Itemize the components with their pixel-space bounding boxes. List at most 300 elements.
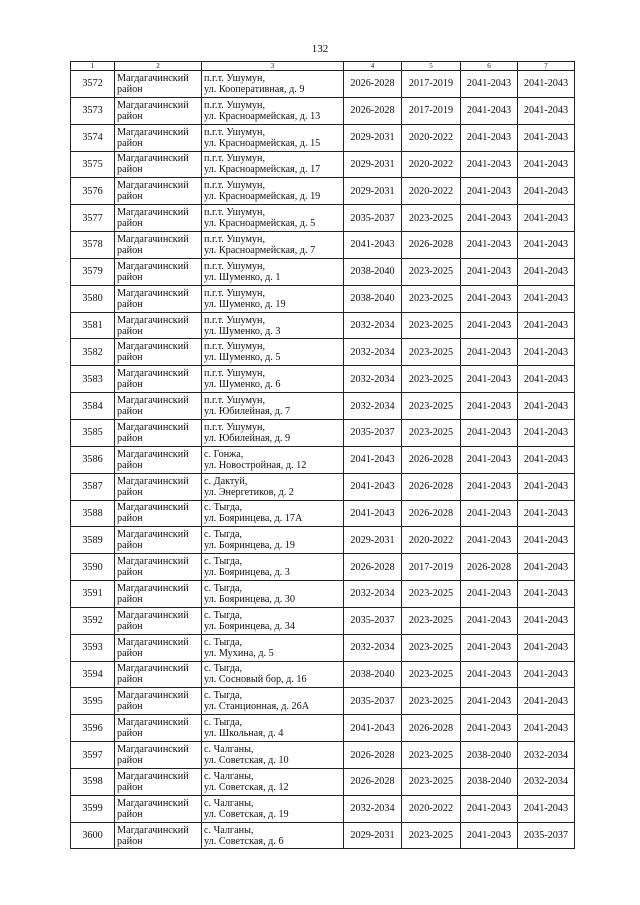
district-line: Магдагачинский — [117, 475, 189, 487]
period-col5: 2023-2025 — [402, 419, 461, 446]
address-locality: с. Тыгда, — [204, 556, 243, 568]
period-col7: 2041-2043 — [518, 688, 575, 715]
row-number: 3598 — [71, 768, 115, 795]
address-cell — [202, 822, 344, 849]
district-line: Магдагачинский — [117, 368, 189, 380]
period-col6: 2041-2043 — [461, 607, 518, 634]
address-locality: п.г.т. Ушумун, — [204, 233, 266, 245]
address-street: ул. Красноармейская, д. 5 — [204, 218, 316, 230]
district-line: Магдагачинский — [117, 824, 189, 836]
period-col6: 2041-2043 — [461, 419, 518, 446]
column-number: 2 — [115, 62, 202, 71]
row-number: 3572 — [71, 71, 115, 98]
table-row — [71, 527, 575, 554]
address-locality: п.г.т. Ушумун, — [204, 341, 266, 353]
period-col6: 2041-2043 — [461, 634, 518, 661]
district-line: район — [117, 486, 143, 498]
row-number: 3577 — [71, 205, 115, 232]
address-locality: с. Тыгда, — [204, 636, 243, 648]
address-street: ул. Шуменко, д. 3 — [204, 325, 281, 337]
period-col7: 2041-2043 — [518, 232, 575, 259]
period-col5: 2023-2025 — [402, 607, 461, 634]
period-col7: 2041-2043 — [518, 71, 575, 98]
district-line: Магдагачинский — [117, 341, 189, 353]
period-col5: 2023-2025 — [402, 581, 461, 608]
column-number: 3 — [202, 62, 344, 71]
period-col5: 2023-2025 — [402, 661, 461, 688]
district-line: Магдагачинский — [117, 636, 189, 648]
row-number: 3596 — [71, 715, 115, 742]
address-cell — [202, 393, 344, 420]
address-street: ул. Красноармейская, д. 17 — [204, 164, 321, 176]
row-number: 3573 — [71, 97, 115, 124]
district-line: Магдагачинский — [117, 744, 189, 756]
district-line: район — [117, 567, 143, 579]
table-row — [71, 285, 575, 312]
period-col4: 2035-2037 — [344, 205, 402, 232]
period-col6: 2026-2028 — [461, 554, 518, 581]
period-col7: 2041-2043 — [518, 715, 575, 742]
district-cell — [115, 419, 202, 446]
district-line: Магдагачинский — [117, 72, 189, 84]
period-col7: 2041-2043 — [518, 473, 575, 500]
period-col6: 2041-2043 — [461, 205, 518, 232]
period-col4: 2032-2034 — [344, 339, 402, 366]
period-col5: 2023-2025 — [402, 205, 461, 232]
district-line: район — [117, 218, 143, 230]
address-cell — [202, 232, 344, 259]
district-cell — [115, 473, 202, 500]
district-line: Магдагачинский — [117, 260, 189, 272]
table-row — [71, 500, 575, 527]
period-col7: 2041-2043 — [518, 312, 575, 339]
district-line: Магдагачинский — [117, 99, 189, 111]
address-street: ул. Советская, д. 6 — [204, 835, 284, 847]
period-col5: 2023-2025 — [402, 393, 461, 420]
row-number: 3599 — [71, 795, 115, 822]
district-line: Магдагачинский — [117, 207, 189, 219]
district-line: Магдагачинский — [117, 314, 189, 326]
period-col4: 2026-2028 — [344, 71, 402, 98]
address-street: ул. Юбилейная, д. 7 — [204, 406, 291, 418]
row-number: 3589 — [71, 527, 115, 554]
district-line: район — [117, 432, 143, 444]
table-row — [71, 312, 575, 339]
district-cell — [115, 742, 202, 769]
period-col4: 2032-2034 — [344, 366, 402, 393]
district-line: Магдагачинский — [117, 233, 189, 245]
district-cell — [115, 71, 202, 98]
district-line: Магдагачинский — [117, 287, 189, 299]
district-line: район — [117, 164, 143, 176]
page-number: 132 — [311, 43, 329, 55]
period-col5: 2017-2019 — [402, 71, 461, 98]
period-col5: 2023-2025 — [402, 822, 461, 849]
period-col6: 2041-2043 — [461, 473, 518, 500]
period-col7: 2035-2037 — [518, 822, 575, 849]
table-row — [71, 151, 575, 178]
address-street: ул. Кооперативная, д. 9 — [204, 83, 305, 95]
housing-register-table — [70, 61, 575, 849]
period-col6: 2041-2043 — [461, 258, 518, 285]
period-col4: 2038-2040 — [344, 661, 402, 688]
address-street: ул. Мухина, д. 5 — [204, 647, 274, 659]
period-col7: 2041-2043 — [518, 607, 575, 634]
district-line: район — [117, 593, 143, 605]
period-col5: 2023-2025 — [402, 258, 461, 285]
table-row — [71, 661, 575, 688]
period-col7: 2041-2043 — [518, 258, 575, 285]
district-line: Магдагачинский — [117, 502, 189, 514]
address-cell — [202, 205, 344, 232]
address-cell — [202, 312, 344, 339]
address-locality: п.г.т. Ушумун, — [204, 99, 266, 111]
period-col6: 2041-2043 — [461, 285, 518, 312]
table-row — [71, 634, 575, 661]
district-cell — [115, 527, 202, 554]
district-line: район — [117, 83, 143, 95]
address-locality: с. Чалганы, — [204, 797, 254, 809]
district-line: район — [117, 540, 143, 552]
address-cell — [202, 151, 344, 178]
period-col7: 2041-2043 — [518, 285, 575, 312]
period-col6: 2041-2043 — [461, 393, 518, 420]
district-line: Магдагачинский — [117, 717, 189, 729]
table-row — [71, 795, 575, 822]
district-line: район — [117, 728, 143, 740]
period-col6: 2041-2043 — [461, 715, 518, 742]
period-col7: 2041-2043 — [518, 446, 575, 473]
period-col7: 2041-2043 — [518, 124, 575, 151]
period-col5: 2023-2025 — [402, 312, 461, 339]
row-number: 3575 — [71, 151, 115, 178]
address-locality: с. Гонжа, — [204, 448, 244, 460]
address-cell — [202, 634, 344, 661]
district-line: район — [117, 808, 143, 820]
district-cell — [115, 124, 202, 151]
address-street: ул. Бояринцева, д. 19 — [204, 540, 295, 552]
address-locality: п.г.т. Ушумун, — [204, 72, 266, 84]
period-col5: 2023-2025 — [402, 366, 461, 393]
address-street: ул. Энергетиков, д. 2 — [204, 486, 294, 498]
row-number: 3600 — [71, 822, 115, 849]
period-col4: 2035-2037 — [344, 688, 402, 715]
district-line: Магдагачинский — [117, 180, 189, 192]
period-col7: 2041-2043 — [518, 527, 575, 554]
period-col4: 2041-2043 — [344, 473, 402, 500]
period-col5: 2026-2028 — [402, 473, 461, 500]
address-locality: с. Тыгда, — [204, 582, 243, 594]
address-locality: п.г.т. Ушумун, — [204, 180, 266, 192]
period-col5: 2020-2022 — [402, 124, 461, 151]
district-cell — [115, 312, 202, 339]
table-row — [71, 366, 575, 393]
address-street: ул. Шуменко, д. 6 — [204, 379, 281, 391]
period-col7: 2041-2043 — [518, 795, 575, 822]
period-col6: 2041-2043 — [461, 71, 518, 98]
table-row — [71, 607, 575, 634]
period-col4: 2026-2028 — [344, 768, 402, 795]
row-number: 3579 — [71, 258, 115, 285]
address-cell — [202, 473, 344, 500]
district-cell — [115, 500, 202, 527]
address-street: ул. Шуменко, д. 19 — [204, 298, 286, 310]
district-cell — [115, 768, 202, 795]
row-number: 3586 — [71, 446, 115, 473]
district-line: район — [117, 513, 143, 525]
table-row — [71, 97, 575, 124]
address-street: ул. Советская, д. 19 — [204, 808, 289, 820]
period-col7: 2041-2043 — [518, 500, 575, 527]
period-col4: 2041-2043 — [344, 232, 402, 259]
address-street: ул. Юбилейная, д. 9 — [204, 432, 291, 444]
table-row — [71, 822, 575, 849]
district-line: район — [117, 191, 143, 203]
table-row — [71, 71, 575, 98]
period-col7: 2041-2043 — [518, 366, 575, 393]
district-line: район — [117, 701, 143, 713]
district-line: район — [117, 325, 143, 337]
period-col6: 2041-2043 — [461, 124, 518, 151]
table-row — [71, 393, 575, 420]
district-cell — [115, 393, 202, 420]
address-street: ул. Сосновый бор, д. 16 — [204, 674, 307, 686]
district-line: район — [117, 620, 143, 632]
table-row — [71, 258, 575, 285]
address-cell — [202, 446, 344, 473]
district-line: район — [117, 781, 143, 793]
district-line: Магдагачинский — [117, 582, 189, 594]
table-row — [71, 581, 575, 608]
table-row — [71, 446, 575, 473]
period-col7: 2041-2043 — [518, 661, 575, 688]
period-col7: 2041-2043 — [518, 393, 575, 420]
address-locality: с. Чалганы, — [204, 744, 254, 756]
period-col6: 2041-2043 — [461, 661, 518, 688]
row-number: 3588 — [71, 500, 115, 527]
district-cell — [115, 97, 202, 124]
address-street: ул. Советская, д. 10 — [204, 755, 289, 767]
address-locality: с. Чалганы, — [204, 824, 254, 836]
address-locality: п.г.т. Ушумун, — [204, 260, 266, 272]
address-locality: с. Тыгда, — [204, 529, 243, 541]
row-number: 3584 — [71, 393, 115, 420]
period-col6: 2041-2043 — [461, 795, 518, 822]
district-cell — [115, 822, 202, 849]
column-number: 6 — [461, 62, 518, 71]
table-row — [71, 473, 575, 500]
period-col5: 2020-2022 — [402, 178, 461, 205]
row-number: 3587 — [71, 473, 115, 500]
district-cell — [115, 446, 202, 473]
district-line: Магдагачинский — [117, 770, 189, 782]
period-col4: 2032-2034 — [344, 312, 402, 339]
address-street: ул. Красноармейская, д. 7 — [204, 244, 316, 256]
period-col5: 2023-2025 — [402, 285, 461, 312]
row-number: 3595 — [71, 688, 115, 715]
address-cell — [202, 715, 344, 742]
district-cell — [115, 339, 202, 366]
district-cell — [115, 151, 202, 178]
address-cell — [202, 527, 344, 554]
district-cell — [115, 554, 202, 581]
period-col5: 2020-2022 — [402, 527, 461, 554]
period-col5: 2026-2028 — [402, 715, 461, 742]
district-line: район — [117, 352, 143, 364]
table-row — [71, 715, 575, 742]
district-line: район — [117, 674, 143, 686]
period-col4: 2032-2034 — [344, 581, 402, 608]
address-locality: с. Тыгда, — [204, 690, 243, 702]
period-col4: 2041-2043 — [344, 446, 402, 473]
district-line: район — [117, 379, 143, 391]
address-cell — [202, 688, 344, 715]
address-street: ул. Новостройная, д. 12 — [204, 459, 307, 471]
district-line: Магдагачинский — [117, 395, 189, 407]
district-cell — [115, 715, 202, 742]
period-col5: 2020-2022 — [402, 795, 461, 822]
period-col7: 2041-2043 — [518, 151, 575, 178]
address-cell — [202, 768, 344, 795]
row-number: 3591 — [71, 581, 115, 608]
address-locality: п.г.т. Ушумун, — [204, 395, 266, 407]
period-col4: 2035-2037 — [344, 419, 402, 446]
period-col4: 2032-2034 — [344, 634, 402, 661]
period-col4: 2041-2043 — [344, 500, 402, 527]
period-col4: 2029-2031 — [344, 178, 402, 205]
period-col7: 2041-2043 — [518, 97, 575, 124]
period-col6: 2041-2043 — [461, 97, 518, 124]
row-number: 3580 — [71, 285, 115, 312]
row-number: 3592 — [71, 607, 115, 634]
row-number: 3594 — [71, 661, 115, 688]
address-cell — [202, 500, 344, 527]
period-col7: 2041-2043 — [518, 634, 575, 661]
district-cell — [115, 607, 202, 634]
district-cell — [115, 258, 202, 285]
column-number: 5 — [402, 62, 461, 71]
period-col6: 2041-2043 — [461, 178, 518, 205]
address-street: ул. Красноармейская, д. 19 — [204, 191, 321, 203]
district-line: Магдагачинский — [117, 153, 189, 165]
address-cell — [202, 661, 344, 688]
address-cell — [202, 339, 344, 366]
period-col7: 2041-2043 — [518, 554, 575, 581]
address-locality: с. Тыгда, — [204, 663, 243, 675]
row-number: 3593 — [71, 634, 115, 661]
address-cell — [202, 178, 344, 205]
district-line: район — [117, 835, 143, 847]
address-street: ул. Школьная, д. 4 — [204, 728, 284, 740]
district-cell — [115, 661, 202, 688]
table-row — [71, 419, 575, 446]
period-col6: 2041-2043 — [461, 151, 518, 178]
row-number: 3597 — [71, 742, 115, 769]
period-col5: 2023-2025 — [402, 768, 461, 795]
period-col5: 2023-2025 — [402, 634, 461, 661]
column-number: 1 — [71, 62, 115, 71]
address-street: ул. Бояринцева, д. 34 — [204, 620, 295, 632]
address-cell — [202, 795, 344, 822]
table-row — [71, 232, 575, 259]
period-col7: 2041-2043 — [518, 339, 575, 366]
period-col5: 2026-2028 — [402, 500, 461, 527]
row-number: 3576 — [71, 178, 115, 205]
address-locality: п.г.т. Ушумун, — [204, 207, 266, 219]
row-number: 3582 — [71, 339, 115, 366]
period-col4: 2029-2031 — [344, 822, 402, 849]
address-locality: с. Тыгда, — [204, 502, 243, 514]
district-cell — [115, 205, 202, 232]
row-number: 3574 — [71, 124, 115, 151]
period-col7: 2032-2034 — [518, 742, 575, 769]
district-line: Магдагачинский — [117, 421, 189, 433]
district-line: Магдагачинский — [117, 126, 189, 138]
district-line: район — [117, 647, 143, 659]
address-street: ул. Красноармейская, д. 15 — [204, 137, 321, 149]
district-line: Магдагачинский — [117, 797, 189, 809]
district-cell — [115, 366, 202, 393]
address-locality: с. Чалганы, — [204, 770, 254, 782]
address-cell — [202, 258, 344, 285]
column-number-header — [71, 62, 575, 71]
period-col4: 2041-2043 — [344, 715, 402, 742]
district-line: район — [117, 137, 143, 149]
district-line: район — [117, 298, 143, 310]
row-number: 3581 — [71, 312, 115, 339]
period-col5: 2017-2019 — [402, 554, 461, 581]
district-cell — [115, 795, 202, 822]
address-locality: п.г.т. Ушумун, — [204, 153, 266, 165]
table-row — [71, 205, 575, 232]
district-line: Магдагачинский — [117, 529, 189, 541]
district-line: Магдагачинский — [117, 609, 189, 621]
district-cell — [115, 581, 202, 608]
period-col5: 2023-2025 — [402, 742, 461, 769]
period-col6: 2041-2043 — [461, 339, 518, 366]
address-locality: п.г.т. Ушумун, — [204, 126, 266, 138]
period-col6: 2041-2043 — [461, 446, 518, 473]
period-col7: 2041-2043 — [518, 419, 575, 446]
row-number: 3583 — [71, 366, 115, 393]
table-row — [71, 742, 575, 769]
period-col4: 2029-2031 — [344, 151, 402, 178]
period-col6: 2041-2043 — [461, 581, 518, 608]
period-col6: 2041-2043 — [461, 527, 518, 554]
district-line: Магдагачинский — [117, 690, 189, 702]
period-col5: 2023-2025 — [402, 688, 461, 715]
address-locality: с. Дактуй, — [204, 475, 248, 487]
period-col5: 2026-2028 — [402, 232, 461, 259]
period-col4: 2026-2028 — [344, 554, 402, 581]
district-line: район — [117, 244, 143, 256]
table-row — [71, 688, 575, 715]
address-cell — [202, 97, 344, 124]
address-locality: п.г.т. Ушумун, — [204, 368, 266, 380]
address-locality: п.г.т. Ушумун, — [204, 421, 266, 433]
district-cell — [115, 688, 202, 715]
address-locality: с. Тыгда, — [204, 717, 243, 729]
period-col4: 2026-2028 — [344, 742, 402, 769]
row-number: 3585 — [71, 419, 115, 446]
address-street: ул. Красноармейская, д. 13 — [204, 110, 321, 122]
district-cell — [115, 178, 202, 205]
period-col6: 2041-2043 — [461, 312, 518, 339]
district-cell — [115, 232, 202, 259]
table-row — [71, 124, 575, 151]
district-line: район — [117, 110, 143, 122]
period-col4: 2029-2031 — [344, 527, 402, 554]
